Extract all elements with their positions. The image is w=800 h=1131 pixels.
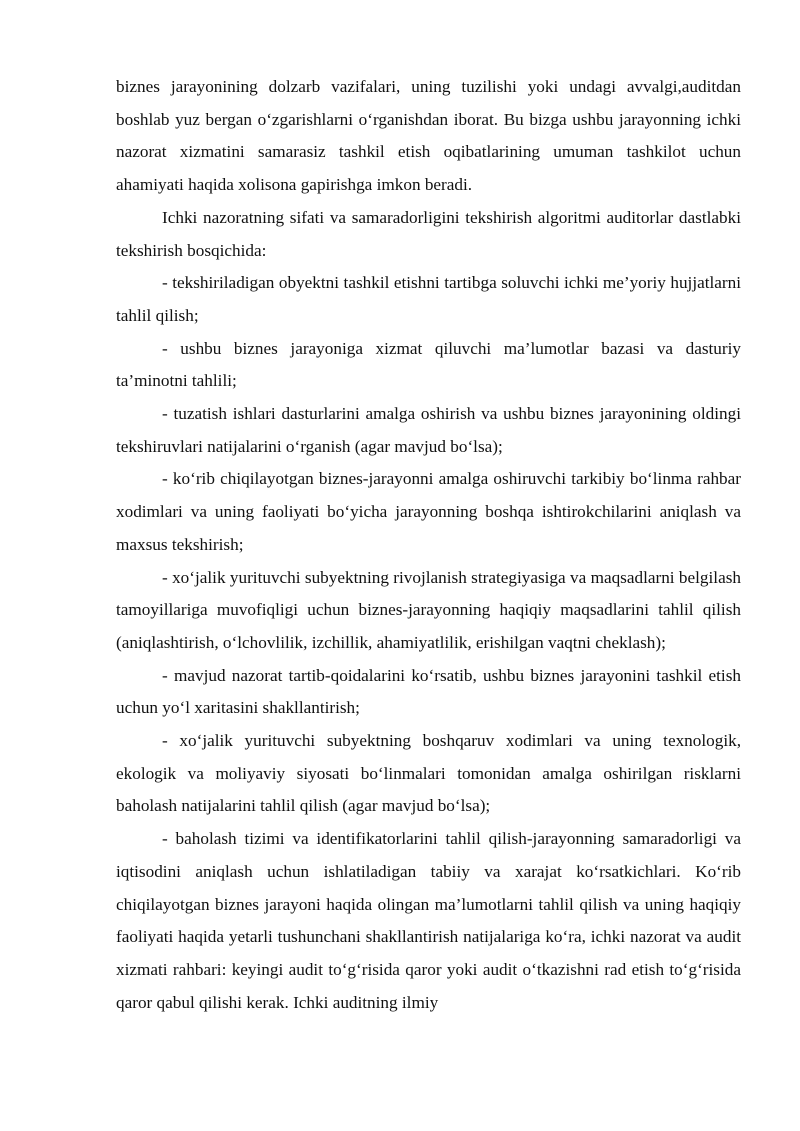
list-item-strategy-alignment: - xo‘jalik yurituvchi subyektning rivojlanish strategiyasiga va maqsadlarni belgilash tamoyillariga muvofiqligi uchun biznes-jarayonning haqiqiy maqsadlarini tahlil qilish (aniqlashtirish, o‘lchovlilik, izchillik, ahamiyatlilik, erishilgan vaqtni cheklash); (116, 567, 741, 652)
list-item-risk-assessment: - xo‘jalik yurituvchi subyektning boshqaruv xodimlari va uning texnologik, ekologik va moliyaviy siyosati bo‘linmalari tomonidan amalga oshirilgan risklarni baholash natijalarini tahlil qilish (agar mavjud bo‘lsa); (116, 731, 741, 816)
list-item-database-software: - ushbu biznes jarayoniga xizmat qiluvchi ma’lumotlar bazasi va dasturiy ta’minotni tahlili; (116, 338, 741, 391)
document-page (116, 71, 741, 1019)
list-item-internal-documents: - tekshiriladigan obyektni tashkil etishni tartibga soluvchi ichki me’yoriy hujjatlarni tahlil qilish; (116, 273, 741, 325)
list-item-roadmap: - mavjud nazorat tartib-qoidalarini ko‘rsatib, ushbu biznes jarayonini tashkil etish uchun yo‘l xaritasini shakllantirish; (116, 665, 741, 718)
paragraph-algorithm-intro: Ichki nazoratning sifati va samaradorligini tekshirish algoritmi auditorlar dastlabki tekshirish bosqichida: (116, 207, 741, 260)
list-item-corrective-programs: - tuzatish ishlari dasturlarini amalga oshirish va ushbu biznes jarayonining oldingi tekshiruvlari natijalarini o‘rganish (agar mavjud bo‘lsa); (116, 404, 741, 456)
list-item-evaluation-system: - baholash tizimi va identifikatorlarini tahlil qilish-jarayonning samaradorligi va iqtisodini aniqlash uchun ishlatiladigan tabiiy va xarajat ko‘rsatkichlari. Ko‘rib chiqilayotgan biznes jarayoni haqida olingan ma’lumotlarni tahlil qilish va uning haqiqiy faoliyati haqida yetarli tushunchani shakllantirish natijalariga ko‘ra, ichki nazorat va audit xizmati rahbari: keyingi audit to‘g‘risida qaror yoki audit o‘tkazishni rad etish to‘g‘risida qaror qabul qilishi kerak. Ichki auditning ilmiy (116, 829, 741, 1012)
paragraph-intro-continuation: biznes jarayonining dolzarb vazifalari, uning tuzilishi yoki undagi avvalgi,auditdan boshlab yuz bergan o‘zgarishlarni o‘rganishdan iborat. Bu bizga ushbu jarayonning ichki nazorat xizmatini samarasiz tashkil etish oqibatlarining umuman tashkilot uchun ahamiyati haqida xolisona gapirishga imkon beradi. (116, 77, 741, 195)
list-item-participants: - ko‘rib chiqilayotgan biznes-jarayonni amalga oshiruvchi tarkibiy bo‘linma rahbar xodimlari va uning faoliyati bo‘yicha jarayonning boshqa ishtirokchilarini aniqlash va maxsus tekshirish; (116, 469, 741, 554)
